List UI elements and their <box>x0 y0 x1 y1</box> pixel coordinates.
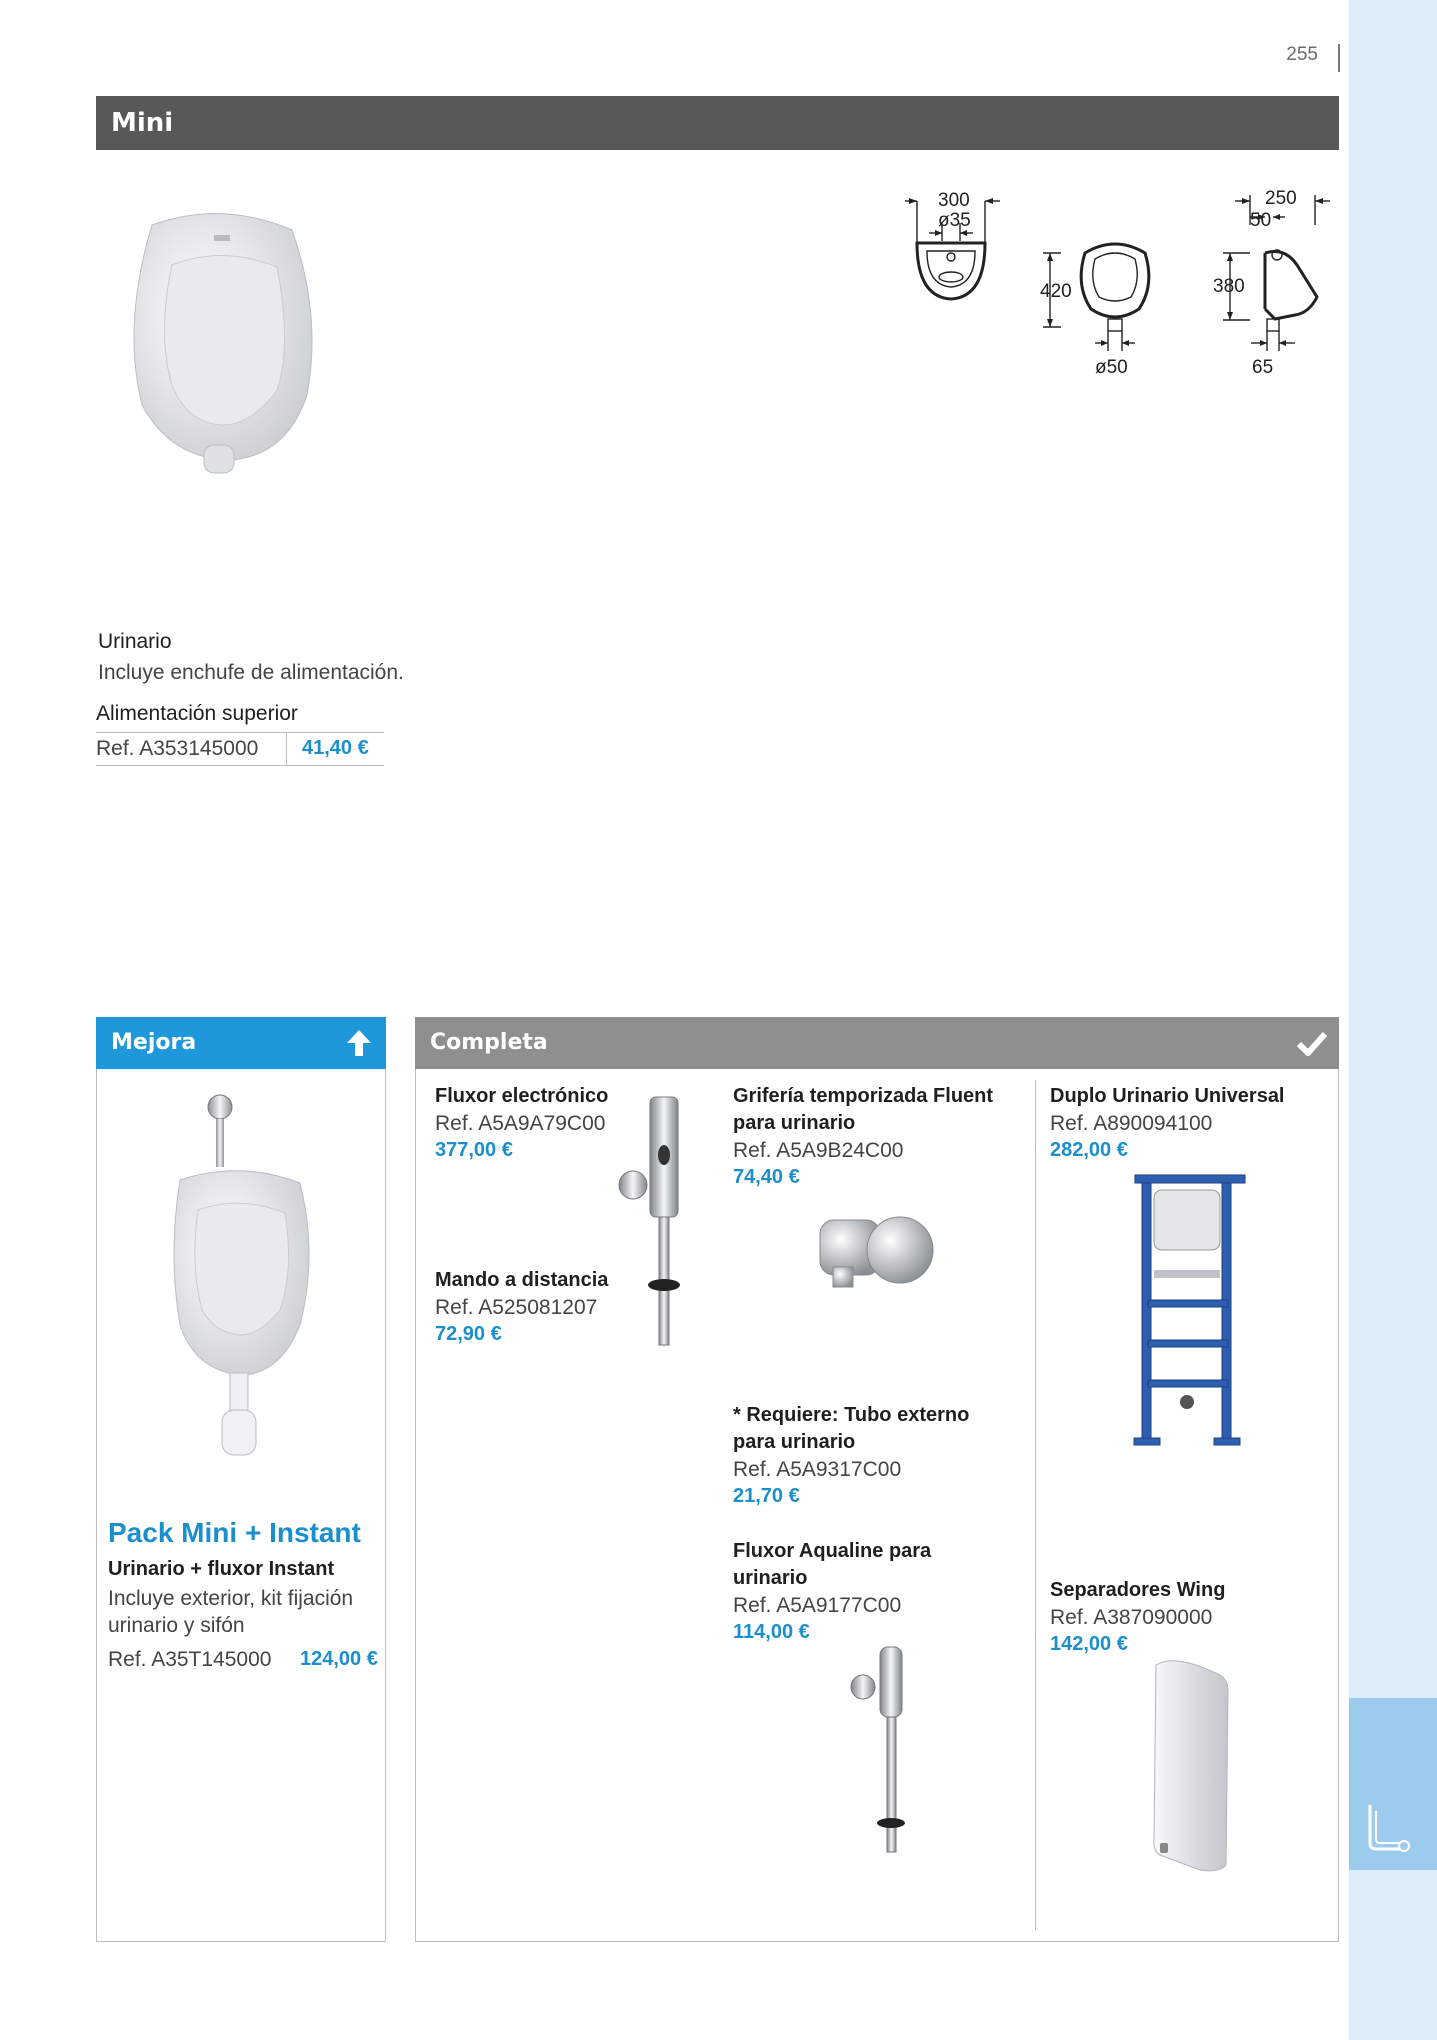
item-name-line1: Fluxor Aqualine para <box>733 1540 932 1562</box>
page-number-divider <box>1338 44 1340 72</box>
pack-ref: Ref. A35T145000 <box>108 1648 272 1671</box>
dim-height: 420 <box>1040 281 1072 302</box>
page-number: 255 <box>1286 44 1318 65</box>
price-table-divider <box>286 733 287 765</box>
checkmark-icon <box>1297 1030 1327 1056</box>
urinal-image <box>112 205 327 480</box>
dim-front-width: 300 <box>938 190 970 211</box>
item-price: 21,70 € <box>733 1485 800 1507</box>
item-ref: Ref. A5A9A79C00 <box>435 1112 606 1135</box>
pack-price: 124,00 € <box>300 1648 378 1670</box>
dim-side-height: 380 <box>1213 276 1245 297</box>
section-header <box>96 96 1339 150</box>
frame-image <box>1130 1170 1250 1450</box>
item-price: 377,00 € <box>435 1139 513 1161</box>
product-variant: Alimentación superior <box>96 702 298 725</box>
item-name: Fluxor electrónico <box>435 1085 609 1107</box>
item-price: 142,00 € <box>1050 1633 1128 1655</box>
item-ref: Ref. A5A9B24C00 <box>733 1139 904 1162</box>
section-title: Mini <box>111 108 174 138</box>
item-name-line2: para urinario <box>733 1112 856 1134</box>
item-price: 74,40 € <box>733 1166 800 1188</box>
arrow-up-icon <box>346 1029 372 1057</box>
dim-outlet-diameter: ø50 <box>1095 357 1128 378</box>
pipe-icon <box>1366 1803 1410 1853</box>
dim-inlet-diameter: ø35 <box>938 210 971 231</box>
item-name-line1: Grifería temporizada Fluent <box>733 1085 994 1107</box>
item-price: 282,00 € <box>1050 1139 1128 1161</box>
item-ref: Ref. A5A9317C00 <box>733 1458 902 1481</box>
item-name-line2: urinario <box>733 1567 808 1589</box>
pack-title: Pack Mini + Instant <box>108 1517 361 1548</box>
item-name: Separadores Wing <box>1050 1579 1226 1601</box>
item-name: Duplo Urinario Universal <box>1050 1085 1285 1107</box>
dim-top-offset: 50 <box>1250 210 1272 231</box>
pack-subtitle: Urinario + fluxor Instant <box>108 1558 335 1580</box>
fluent-tap-image <box>815 1205 940 1300</box>
pack-description: Incluye exterior, kit fijación urinario y sifón <box>108 1587 354 1637</box>
completa-label: Completa <box>430 1030 548 1055</box>
item-name-line1: * Requiere: Tubo externo <box>733 1404 970 1426</box>
item-price: 114,00 € <box>733 1621 810 1643</box>
dim-depth: 250 <box>1265 188 1297 209</box>
mejora-header <box>96 1017 386 1069</box>
wing-separator-image <box>1150 1655 1230 1875</box>
item-ref: Ref. A525081207 <box>435 1296 598 1319</box>
item-name: Mando a distancia <box>435 1269 609 1291</box>
product-price: 41,40 € <box>302 737 369 759</box>
price-table <box>96 732 384 766</box>
dim-bottom-offset: 65 <box>1252 357 1274 378</box>
product-description: Incluye enchufe de alimentación. <box>98 661 404 684</box>
aqualine-flush-image <box>845 1645 915 1860</box>
column-divider <box>1035 1080 1036 1930</box>
item-price: 72,90 € <box>435 1323 502 1345</box>
mejora-label: Mejora <box>111 1030 197 1055</box>
electronic-flush-image <box>615 1095 685 1350</box>
completa-header <box>415 1017 1339 1069</box>
product-ref: Ref. A353145000 <box>96 737 259 760</box>
item-ref: Ref. A890094100 <box>1050 1112 1213 1135</box>
item-ref: Ref. A387090000 <box>1050 1606 1213 1629</box>
pack-urinal-image <box>160 1085 320 1465</box>
item-name-line2: para urinario <box>733 1431 856 1453</box>
product-name: Urinario <box>98 630 172 653</box>
item-ref: Ref. A5A9177C00 <box>733 1594 902 1617</box>
